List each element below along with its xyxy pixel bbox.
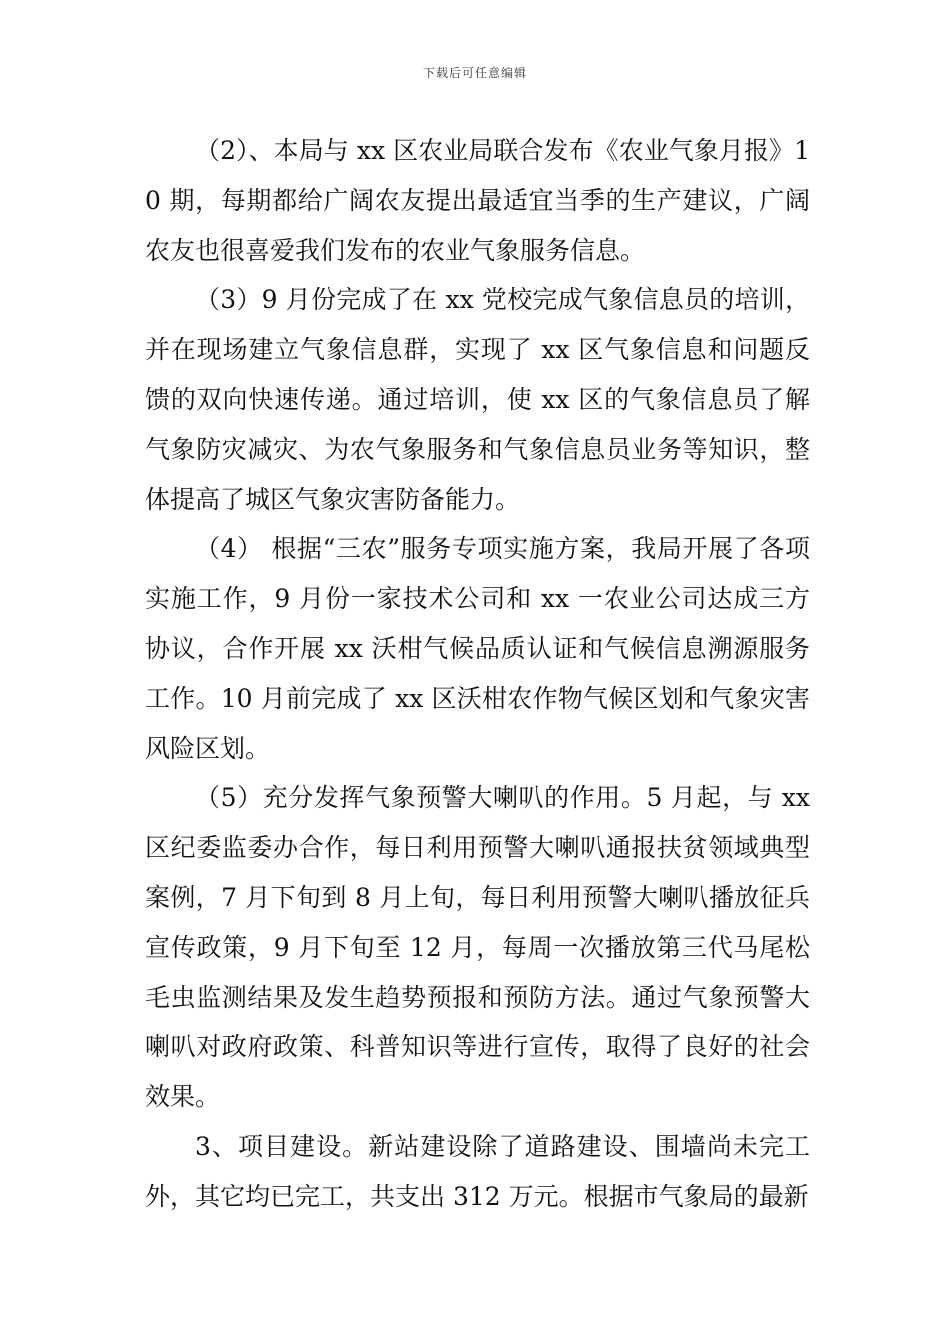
page-header: 下载后可任意编辑 bbox=[422, 66, 527, 80]
paragraph-item-3: （3）9 月份完成了在 xx 党校完成气象信息员的培训，并在现场建立气象信息群，实现了 xx 区气象信息和问题反馈的双向快速传递。通过培训，使 xx 区的气象信息员了解气象防灾减灾、为农气象服务和气象信息员业务等知识，整体提高了城区气象灾害防备能力。 bbox=[145, 285, 810, 514]
paragraph-item-5: （5）充分发挥气象预警大喇叭的作用。5 月起，与 xx 区纪委监委办合作，每日利用预警大喇叭通报扶贫领域典型案例，7 月下旬到 8 月上旬，每日利用预警大喇叭播放征兵宣传政策，9 月下旬至 12 月，每周一次播放第三代马尾松毛虫监测结果及发生趋势预报和预防方法。通过气象预警大喇叭对政府政策、科普知识等进行宣传，取得了良好的社会效果。 bbox=[145, 783, 810, 1112]
paragraph-project-construction: 3、项目建设。新站建设除了道路建设、围墙尚未完工外，其它均已完工，共支出 312 万元。根据市气象局的最新 bbox=[145, 1131, 810, 1211]
paragraph-item-4: （4） 根据“三农”服务专项实施方案，我局开展了各项实施工作，9 月份一家技术公司和 xx 一农业公司达成三方协议，合作开展 xx 沃柑气候品质认证和气候信息溯源服务工作。10 月前完成了 xx 区沃柑农作物气候区划和气象灾害风险区划。 bbox=[145, 534, 810, 763]
document-body bbox=[145, 126, 810, 1222]
paragraph-item-2: （2）、本局与 xx 区农业局联合发布《农业气象月报》10 期，每期都给广阔农友提出最适宜当季的生产建议，广阔农友也很喜爱我们发布的农业气象服务信息。 bbox=[145, 136, 810, 265]
